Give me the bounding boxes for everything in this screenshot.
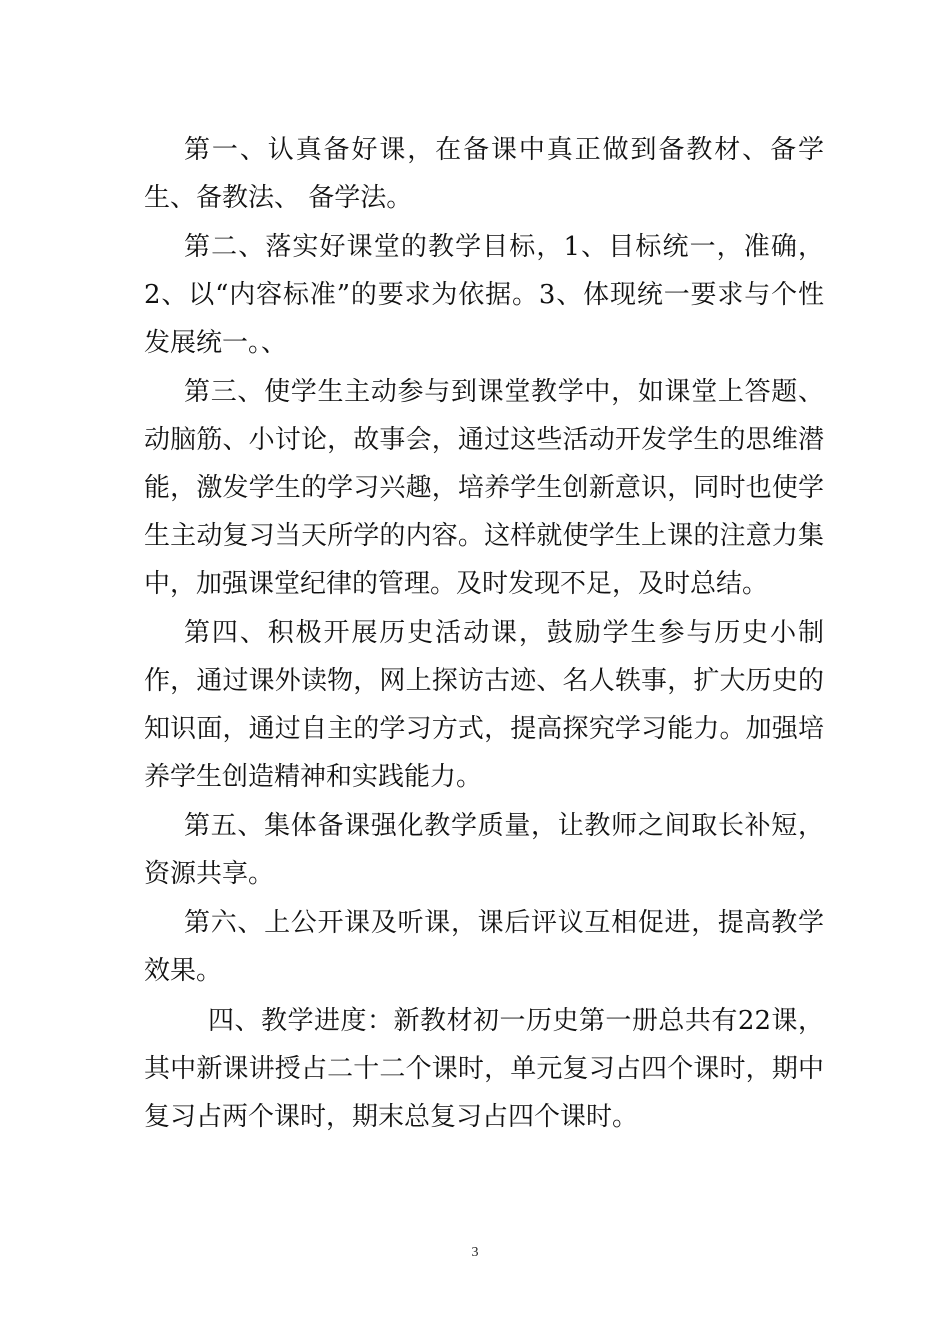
- paragraph-active-participation: 第三、使学生主动参与到课堂教学中，如课堂上答题、动脑筋、小讨论，故事会，通过这些活动开发学生的思维潜能，激发学生的学习兴趣，培养学生创新意识，同时也使学生主动复习当天所学的内容。这样就使学生上课的注意力集中，加强课堂纪律的管理。及时发现不足，及时总结。: [144, 377, 824, 599]
- page-number: 3: [471, 1245, 479, 1260]
- paragraph-teaching-goals: 第二、落实好课堂的教学目标，1、目标统一，准确，2、以“内容标准”的要求为依据。3、体现统一要求与个性发展统一。、: [144, 232, 824, 358]
- paragraph-collective-preparation: 第五、集体备课强化教学质量，让教师之间取长补短，资源共享。: [144, 811, 824, 889]
- paragraph-open-classes: 第六、上公开课及听课，课后评议互相促进，提高教学效果。: [144, 908, 824, 986]
- document-body: [144, 126, 824, 1142]
- paragraph-teaching-schedule: 四、教学进度：新教材初一历史第一册总共有22课，其中新课讲授占二十二个课时，单元复习占四个课时，期中复习占两个课时，期末总复习占四个课时。: [144, 1006, 824, 1132]
- paragraph-history-activities: 第四、积极开展历史活动课，鼓励学生参与历史小制作，通过课外读物，网上探访古迹、名人轶事，扩大历史的知识面，通过自主的学习方式，提高探究学习能力。加强培养学生创造精神和实践能力。: [144, 618, 824, 792]
- paragraph-lesson-preparation: 第一、认真备好课，在备课中真正做到备教材、备学生、备教法、 备学法。: [144, 135, 824, 213]
